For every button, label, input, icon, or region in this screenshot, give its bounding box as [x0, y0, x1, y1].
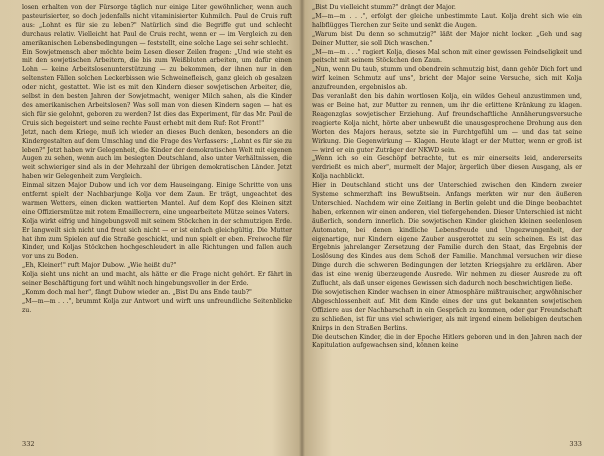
page-number-right: 333 — [569, 440, 582, 448]
paragraph: Einmal sitzen Major Dubow und ich vor dem Hauseingang. Einige Schritte von uns entfernt spielt der Nachbarjunge Kolja vor dem Zaun. Er trägt, ungeachtet des warmen Wetters, einen dicken wattierten Mantel. Auf dem Kopf des Kleinen sitzt eine Offiziersmütze mit rotem Emailleстern, eine ungearbeitete Mütze seines Vaters. — [22, 182, 292, 216]
paragraph: Hier in Deutschland sticht uns der Unterschied zwischen den Kindern zweier Systeme schmerzhaft ins Bewußtsein. Anfangs merkten wir nur den äußeren Unterschied. Nachdem wir eine Zeitlang in Berlin gelebt und die Dinge beobachtet haben, erkennen wir einen anderen, viel tiefergehenden. Dieser Unterschied ist nicht äußerlich, sondern innerlich. Die sowjetischen Kinder gleichen kleinen seelenlosen Automaten, bei denen kindliche Lebensfreude und Ungezwungenheit, der eigenartige, nur Kindern eigene Zauber ausgerottet zu sein scheinen. Es ist das Ergebnis jahrelanger Zersetzung der Familie durch den Staat, das Ergebnis der Loslösung des Kindes aus dem Schoß der Familie. Manchmal versuchen wir diese Dinge durch die schweren Bedingungen der letzten Kriegsjahre zu erklären. Aber das ist eine wenig überzeugende Ausrede. Wir nehmen zu dieser Ausrede zu oft Zuflucht, als daß unser eigenes Gewissen sich dadurch noch beschwichtigen ließe. — [312, 182, 582, 288]
paragraph: Ein Sowjetmensch aber möchte beim Lesen dieser Zeilen fragen: „Und wie steht es mit den sowjetischen Arbeitern, die bis zum Weißbluten arbeiten, um dafür einen Lohn — keine Arbeitslosenunterstützung — zu bekommen, der ihnen nur in den seltensten Fällen solchen Leckerbissen wie Schweinefleisch, ganz gleich ob gesalzen oder nicht, gestattet. Wie ist es mit den Kindern dieser sowjetischen Arbeiter, die, selbst in den besten Jahren der Sowjetmacht, weniger Milch sahen, als die Kinder des amerikanischen Arbeitslosen? Was soll man von diesen Kindern sagen — hat es sich für sie gelohnt, geboren zu werden? Ist dies das Experiment, für das Mr. Paul de Cruis sich begeistert und seine rechte Faust erhebt mit dem Ruf: Rot Front!" — [22, 48, 292, 127]
right-page — [302, 0, 604, 456]
paragraph: Kolja wirkt eifrig und hingebungsvoll mit seinem Stöckchen in der schmutzigen Erde. Er langweilt sich nicht und freut sich nicht — er ist einfach gleichgültig. Die Mutter hat ihm zum Spielen auf die Straße geschickt, und nun spielt er eben. Freiwoche für Kinder, und Koljas Stöckchen hochgeschleudert in alle Richtungen und fallen auch vor uns zu Boden. — [22, 217, 292, 261]
paragraph: Die sowjetischen Kinder wachsen in einer Atmosphäre mißtrauischer, argwöhnischer Abgeschlossenheit auf. Mit dem Kinde eines der uns gut bekannten sowjetischen Offiziere aus der Nachbarschaft in ein Gespräch zu kommen, oder gar Freundschaft zu schließen, ist für uns viel schwieriger, als mit irgend einem beliebigen deutschen Knirps in den Straßen Berlins. — [312, 289, 582, 332]
paragraph: „Bist Du vielleicht stumm?" drängt der Major. — [312, 4, 456, 11]
paragraph: losen erhalten von der Fürsorge täglich nur einige Liter gewöhnlicher, wenn auch pasteurisierter, so doch jedenfalls nicht vitaminisierter Kuhmilch. Paul de Cruis ruft aus: „Lohnt es für sie zu leben?" Natürlich sind die Begriffe gut und schlecht durchaus relativ. Vielleicht hat Paul de Cruis recht, wenn er — im Vergleich zu den amerikanischen Lebensbedingungen — feststellt, eine solche Lage sei sehr schlecht. — [22, 4, 292, 47]
paragraph: „M—m—m . . .", brummt Kolja zur Antwort und wirft uns unfreundliche Seitenblicke zu. — [22, 297, 292, 314]
paragraph: Jetzt, nach dem Kriege, muß ich wieder an dieses Buch denken, besonders an die Kindergestalten auf dem Umschlag und die Frage des Verfassers: „Lohnt es für sie zu leben?" Jetzt haben wir Gelegenheit, die Kinder der demokratischen Welt mit eigenen Augen zu sehen, wenn auch im besiegten Deutschland, also unter Verhältnissen, die weit schwieriger sind als in der Mehrzahl der übrigen demokratischen Länder. Jetzt haben wir Gelegenheit zum Vergleich. — [22, 128, 292, 181]
left-page-text — [22, 4, 292, 316]
paragraph: „Eh, Kleiner!" ruft Major Dubow. „Wie heißt du?" — [22, 262, 177, 270]
paragraph: „Wenn ich so ein Geschöpf betrachte, tut es mir einerseits leid, andererseits verdrießt es mich aber", murmelt der Major, ärgerlich über diesen Ausgang, als er Kolja nachblickt. — [312, 155, 582, 181]
paragraph: „Nun, wenn Du taub, stumm und obendrein schmutzig bist, dann gehör Dich fort und wirf keinen Schmutz auf uns", bricht der Major seine Versuche, sich mit Kolja anzufreunden, ergebnislos ab. — [312, 66, 582, 92]
paragraph: Das veranlaßt den bis dahin wortlosen Kolja, ein wildes Geheul anzustimmen und, was er Beine hat, zur Mutter zu rennen, um ihr die erlittene Kränkung zu klagen. Reagenzglas sowjetischer Erziehung. Auf freundschaftliche Annäherungsversuche reagierte Kolja nicht, hörte aber unbewußt die unausgesprochene Drohung aus den Worten des Majors heraus, setzte sie in Furchtgefühl um — und das tat seine Wirkung. Die Gegenwirkung — Klagen. Heute klagt er der Mutter, wenn er groß ist — wird er ein guter Zuträger der NKWD sein. — [312, 93, 582, 154]
paragraph: Die deutschen Kinder, die in der Epoche Hitlers geboren und in den Jahren nach der Kapitulation aufgewachsen sind, können keine — [312, 333, 582, 350]
paragraph: „Warum bist Du denn so schmutzig?" läßt der Major nicht locker. „Geh und sag Deiner Mutter, sie soll Dich waschen." — [312, 30, 582, 47]
paragraph: „M—m—m . . .", erfolgt der gleiche unbestimmte Laut. Kolja dreht sich wie ein halbflügges Tierchen zur Seite und senkt die Augen. — [312, 12, 582, 29]
right-page-text — [312, 4, 582, 351]
paragraph: Kolja sieht uns nicht an und macht, als hätte er die Frage nicht gehört. Er fährt in seiner Beschäftigung fort und wühlt noch hingebungsvoller in der Erde. — [22, 271, 292, 288]
paragraph: „M—m—m . . ." ragiert Kolja, dieses Mal schon mit einer gewissen Feindseligkeit und peitscht mit seinem Stöckchen den Zaun. — [312, 48, 582, 65]
paragraph: „Komm doch mal her", fängt Dubow wieder an. „Bist Du ans Ende taub?" — [22, 289, 252, 296]
page-number-left: 332 — [22, 440, 35, 448]
